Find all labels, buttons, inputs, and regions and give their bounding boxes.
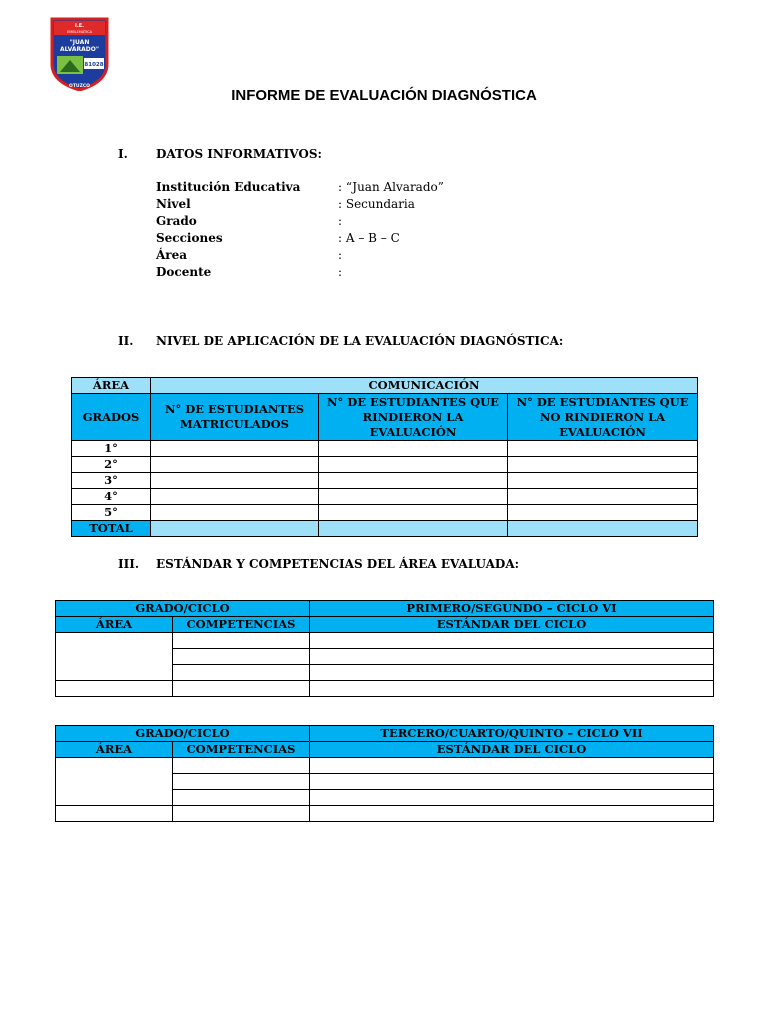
table-row xyxy=(72,505,698,521)
data-cell[interactable] xyxy=(151,489,319,505)
competencia-cell[interactable] xyxy=(173,633,310,649)
estandar-cell[interactable] xyxy=(310,790,714,806)
competencia-cell[interactable] xyxy=(173,665,310,681)
grado-ciclo-header: GRADO/CICLO xyxy=(56,601,310,617)
logo-sub-text: EMBLEMÁTICA xyxy=(67,30,92,34)
estandar-header: ESTÁNDAR DEL CICLO xyxy=(310,742,714,758)
competencies-table-cycle-vii xyxy=(55,725,714,822)
total-cell[interactable] xyxy=(319,521,508,537)
estandar-cell[interactable] xyxy=(310,806,714,822)
ciclo-header: PRIMERO/SEGUNDO – CICLO VI xyxy=(310,601,714,617)
table-row xyxy=(72,473,698,489)
total-cell[interactable] xyxy=(508,521,698,537)
no-rindieron-header: N° DE ESTUDIANTES QUE NO RINDIERON LA EVALUACIÓN xyxy=(508,394,698,441)
competencia-cell[interactable] xyxy=(173,649,310,665)
page-title: INFORME DE EVALUACIÓN DIAGNÓSTICA xyxy=(231,87,537,104)
grade-cell: 4° xyxy=(72,489,151,505)
info-key: Grado xyxy=(156,214,197,228)
table-row xyxy=(56,633,714,649)
estandar-cell[interactable] xyxy=(310,633,714,649)
data-cell[interactable] xyxy=(151,457,319,473)
data-cell[interactable] xyxy=(151,505,319,521)
competencias-header: COMPETENCIAS xyxy=(173,617,310,633)
section-2-label: NIVEL DE APLICACIÓN DE LA EVALUACIÓN DIAGNÓSTICA: xyxy=(156,334,564,348)
table-row xyxy=(56,806,714,822)
competencias-header: COMPETENCIAS xyxy=(173,742,310,758)
area-cell[interactable] xyxy=(56,681,173,697)
data-cell[interactable] xyxy=(508,489,698,505)
school-logo xyxy=(48,16,111,91)
logo-name-line2: ALVARADO" xyxy=(60,46,99,53)
info-key: Secciones xyxy=(156,231,223,245)
data-cell[interactable] xyxy=(319,441,508,457)
total-cell[interactable] xyxy=(151,521,319,537)
estandar-cell[interactable] xyxy=(310,774,714,790)
area-header: ÁREA xyxy=(56,742,173,758)
section-3-label: ESTÁNDAR Y COMPETENCIAS DEL ÁREA EVALUADA: xyxy=(156,557,520,571)
info-key: Área xyxy=(156,248,188,262)
table-row xyxy=(72,441,698,457)
section-1-number: I. xyxy=(118,147,128,161)
competencies-table-cycle-vi xyxy=(55,600,714,697)
table-row xyxy=(72,457,698,473)
grade-cell: 3° xyxy=(72,473,151,489)
ciclo-header: TERCERO/CUARTO/QUINTO – CICLO VII xyxy=(310,726,714,742)
info-key: Nivel xyxy=(156,197,191,211)
data-cell[interactable] xyxy=(319,489,508,505)
logo-top-text: I.E. xyxy=(74,23,85,29)
info-value: : Secundaria xyxy=(338,197,415,211)
estandar-cell[interactable] xyxy=(310,649,714,665)
competencia-cell[interactable] xyxy=(173,790,310,806)
matriculados-header: N° DE ESTUDIANTES MATRICULADOS xyxy=(151,394,319,441)
area-cell[interactable] xyxy=(56,758,173,806)
total-row xyxy=(72,521,698,537)
competencia-cell[interactable] xyxy=(173,774,310,790)
grade-cell: 5° xyxy=(72,505,151,521)
section-2-number: II. xyxy=(118,334,134,348)
area-cell[interactable] xyxy=(56,806,173,822)
table-row xyxy=(72,489,698,505)
data-cell[interactable] xyxy=(151,473,319,489)
logo-number: 81028 xyxy=(84,62,104,68)
grade-cell: 2° xyxy=(72,457,151,473)
info-value: : “Juan Alvarado” xyxy=(338,180,444,194)
section-3-number: III. xyxy=(118,557,140,571)
logo-name-line1: "JUAN xyxy=(69,39,90,46)
estandar-header: ESTÁNDAR DEL CICLO xyxy=(310,617,714,633)
info-key: Docente xyxy=(156,265,212,279)
info-value: : xyxy=(338,248,343,262)
data-cell[interactable] xyxy=(319,505,508,521)
grados-header: GRADOS xyxy=(72,394,151,441)
data-cell[interactable] xyxy=(508,457,698,473)
area-header: ÁREA xyxy=(56,617,173,633)
logo-bottom-text: OTUZCO xyxy=(69,84,90,89)
grade-cell: 1° xyxy=(72,441,151,457)
total-label-cell: TOTAL xyxy=(72,521,151,537)
estandar-cell[interactable] xyxy=(310,665,714,681)
rindieron-header: N° DE ESTUDIANTES QUE RINDIERON LA EVALUACIÓN xyxy=(319,394,508,441)
competencia-cell[interactable] xyxy=(173,758,310,774)
data-cell[interactable] xyxy=(151,441,319,457)
section-1-label: DATOS INFORMATIVOS: xyxy=(156,147,322,161)
area-value-cell: COMUNICACIÓN xyxy=(151,378,698,394)
application-table xyxy=(71,377,698,537)
estandar-cell[interactable] xyxy=(310,758,714,774)
grado-ciclo-header: GRADO/CICLO xyxy=(56,726,310,742)
area-label-cell: ÁREA xyxy=(72,378,151,394)
data-cell[interactable] xyxy=(319,473,508,489)
estandar-cell[interactable] xyxy=(310,681,714,697)
competencia-cell[interactable] xyxy=(173,806,310,822)
area-cell[interactable] xyxy=(56,633,173,681)
info-value: : A – B – C xyxy=(338,231,400,245)
info-key: Institución Educativa xyxy=(156,180,301,194)
info-value: : xyxy=(338,265,343,279)
data-cell[interactable] xyxy=(508,505,698,521)
data-cell[interactable] xyxy=(508,441,698,457)
info-value: : xyxy=(338,214,343,228)
data-cell[interactable] xyxy=(508,473,698,489)
competencia-cell[interactable] xyxy=(173,681,310,697)
table-row xyxy=(56,681,714,697)
table-row xyxy=(56,758,714,774)
data-cell[interactable] xyxy=(319,457,508,473)
